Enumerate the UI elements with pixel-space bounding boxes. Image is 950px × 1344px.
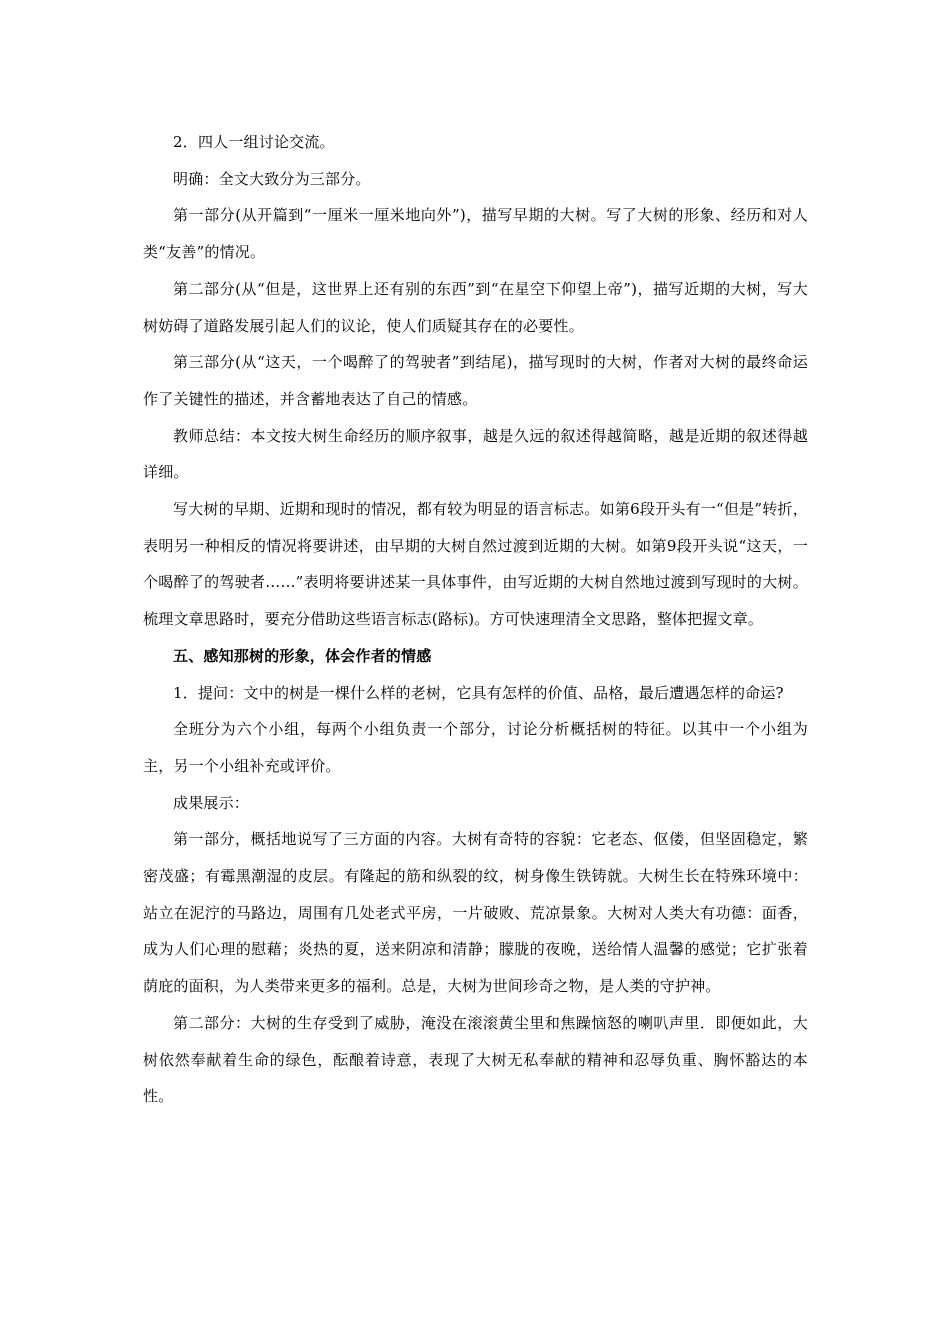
paragraph-results-part-one: 第一部分，概括地说写了三方面的内容。大树有奇特的容貌：它老态、伛偻，但坚固稳定，繁密茂盛；有霉黑潮湿的皮层。有隆起的筋和纵裂的纹，树身像生铁铸就。大树生长在特殊环境中：站立在泥泞的马路边，周围有几处老式平房，一片破败、荒凉景象。大树对人类大有功德：面香，成为人们心理的慰藉；炎热的夏，送来阴凉和清静；朦胧的夜晚，送给情人温馨的感觉；它扩张着荫庇的面积，为人类带来更多的福利。总是，大树为世间珍奇之物，是人类的守护神。: [143, 830, 808, 996]
paragraph-question: 1．提问：文中的树是一棵什么样的老树，它具有怎样的价值、品格，最后遭遇怎样的命运?: [173, 683, 784, 702]
paragraph-results-label: 成果展示：: [173, 793, 250, 812]
paragraph-part-two: 第二部分(从“但是，这世界上还有别的东西”到“在星空下仰望上帝”)，描写近期的大树，写大树妨碍了道路发展引起人们的议论，使人们质疑其存在的必要性。: [143, 279, 808, 335]
paragraph-language-markers: 写大树的早期、近期和现时的情况，都有较为明显的语言标志。如第6段开头有一“但是”转折，表明另一种相反的情况将要讲述，由早期的大树自然过渡到近期的大树。如第9段开头说“这天，一个喝醉了的驾驶者……”表明将要讲述某一具体事件，由写近期的大树自然地过渡到写现时的大树。梳理文章思路时，要充分借助这些语言标志(路标)。方可快速理清全文思路，整体把握文章。: [143, 500, 808, 629]
paragraph-part-one: 第一部分(从开篇到“一厘米一厘米地向外”)，描写早期的大树。写了大树的形象、经历和对人类“友善”的情况。: [143, 206, 808, 262]
paragraph-results-part-two: 第二部分：大树的生存受到了威胁，淹没在滚滚黄尘里和焦躁恼怒的喇叭声里．即便如此，大树依然奉献着生命的绿色，酝酿着诗意，表现了大树无私奉献的精神和忍辱负重、胸怀豁达的本性。: [143, 1013, 808, 1106]
document-body: [143, 124, 808, 1115]
section-heading-five: 五、感知那树的形象，体会作者的情感: [173, 646, 432, 665]
paragraph-part-three: 第三部分(从“这天，一个喝醉了的驾驶者”到结尾)，描写现时的大树，作者对大树的最终命运作了关键性的描述，并含蓄地表达了自己的情感。: [143, 353, 808, 408]
paragraph-discussion-step: 2．四人一组讨论交流。: [173, 133, 335, 151]
paragraph-group-work: 全班分为六个小组，每两个小组负责一个部分，讨论分析概括树的特征。以其中一个小组为主，另一个小组补充或评价。: [143, 720, 808, 775]
paragraph-teacher-summary: 教师总结：本文按大树生命经历的顺序叙事，越是久远的叙述得越简略，越是近期的叙述得越详细。: [143, 426, 808, 482]
paragraph-clarification: 明确：全文大致分为三部分。: [173, 169, 371, 188]
